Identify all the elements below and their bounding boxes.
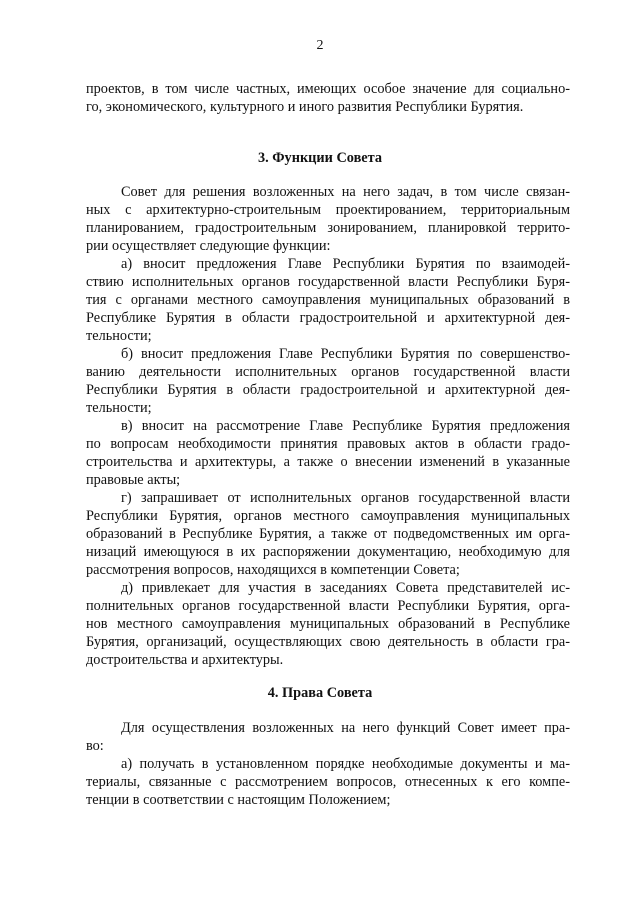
text-line: ванию деятельности исполнительных органов государственной власти: [86, 364, 570, 380]
text-line: а) вносит предложения Главе Республики Бурятия по взаимодей-: [121, 256, 570, 272]
page-number: 2: [316, 38, 324, 53]
text-line: г) запрашивает от исполнительных органов государственной власти: [121, 490, 570, 506]
text-line: нов местного самоуправления муниципальных образований в Республике: [86, 616, 570, 632]
text-line: Республике Бурятия в области градостроительной и архитектурной дея-: [86, 310, 570, 326]
text-line: тельности;: [86, 400, 152, 416]
text-line: ных с архитектурно-строительным проектированием, территориальным: [86, 202, 570, 218]
text-line: Бурятия, организаций, осуществляющих свою деятельность в области гра-: [86, 634, 570, 650]
text-line: тия с органами местного самоуправления муниципальных образований в: [86, 292, 570, 308]
text-line: териалы, связанные с рассмотрением вопросов, отнесенных к его компе-: [86, 774, 570, 790]
text-line: проектов, в том числе частных, имеющих особое значение для социально-: [86, 81, 570, 97]
text-line: а) получать в установленном порядке необходимые документы и ма-: [121, 756, 570, 772]
text-line: тенции в соответствии с настоящим Положением;: [86, 792, 391, 808]
section-heading: 4. Права Совета: [267, 685, 373, 701]
text-line: Совет для решения возложенных на него задач, в том числе связан-: [121, 184, 570, 200]
section-heading: 3. Функции Совета: [257, 150, 382, 166]
text-line: ствию исполнительных органов государственной власти Республики Буря-: [86, 274, 570, 290]
text-line: по вопросам необходимости принятия правовых актов в области градо-: [86, 436, 570, 452]
text-line: планированием, градостроительным зонированием, планировкой террито-: [86, 220, 570, 236]
text-line: тельности;: [86, 328, 152, 344]
text-line: в) вносит на рассмотрение Главе Республике Бурятия предложения: [121, 418, 570, 434]
text-line: Для осуществления возложенных на него функций Совет имеет пра-: [121, 720, 570, 736]
text-line: достроительства и архитектуры.: [86, 652, 284, 668]
text-line: полнительных органов государственной власти Республики Бурятия, орга-: [86, 598, 570, 614]
text-line: б) вносит предложения Главе Республики Бурятия по совершенство-: [121, 346, 570, 362]
text-line: образований в Республике Бурятия, а также от подведомственных им орга-: [86, 526, 570, 542]
text-line: го, экономического, культурного и иного развития Республики Бурятия.: [86, 99, 524, 115]
text-line: правовые акты;: [86, 472, 181, 488]
text-line: рассмотрения вопросов, находящихся в компетенции Совета;: [86, 562, 460, 578]
text-line: во:: [86, 738, 104, 754]
text-line: д) привлекает для участия в заседаниях Совета представителей ис-: [121, 580, 570, 596]
text-line: Республики Бурятия в области градостроительной и архитектурной дея-: [86, 382, 570, 398]
text-line: строительства и архитектуры, а также о внесении изменений в указанные: [86, 454, 570, 470]
text-line: низаций имеющуюся в их распоряжении документацию, необходимую для: [86, 544, 570, 560]
text-line: рии осуществляет следующие функции:: [86, 238, 331, 254]
text-line: Республики Бурятия, органов местного самоуправления муниципальных: [86, 508, 570, 524]
